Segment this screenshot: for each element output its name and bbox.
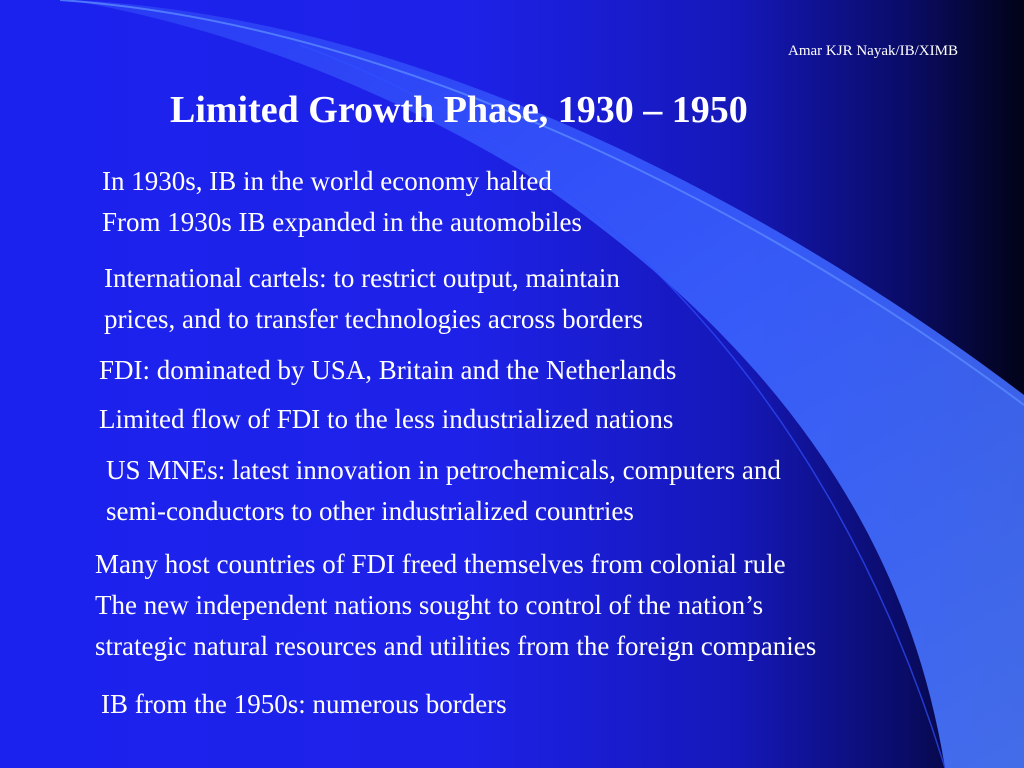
bullet-us-mnes xyxy=(106,450,781,532)
bullet-international-cartels xyxy=(104,258,643,340)
bullet-line: Many host countries of FDI freed themselves from colonial rule xyxy=(95,549,786,579)
bullet-line: prices, and to transfer technologies across borders xyxy=(104,304,644,334)
bullet-line: Limited flow of FDI to the less industrialized nations xyxy=(99,404,674,434)
bullet-line: In 1930s, IB in the world economy halted xyxy=(102,166,552,196)
bullet-line: semi-conductors to other industrialized countries xyxy=(106,496,634,526)
bullet-line: International cartels: to restrict output, maintain xyxy=(104,263,620,293)
bullet-line: US MNEs: latest innovation in petrochemicals, computers and xyxy=(106,455,781,485)
bullet-line: IB from the 1950s: numerous borders xyxy=(101,689,507,719)
bullet-line: The new independent nations sought to control of the nation’s xyxy=(95,590,764,620)
bullet-line: From 1930s IB expanded in the automobiles xyxy=(102,207,582,237)
bullet-ib-1950s xyxy=(101,684,507,725)
author-credit: Amar KJR Nayak/IB/XIMB xyxy=(788,43,958,59)
bullet-limited-fdi-flow xyxy=(99,399,673,440)
slide-title: Limited Growth Phase, 1930 – 1950 xyxy=(170,89,748,131)
bullet-ib-1930s xyxy=(102,161,582,243)
bullet-line: FDI: dominated by USA, Britain and the Netherlands xyxy=(99,355,677,385)
bullet-fdi-dominated xyxy=(99,350,676,391)
bullet-line: strategic natural resources and utilities from the foreign companies xyxy=(95,631,817,661)
bullet-host-countries xyxy=(95,544,816,667)
